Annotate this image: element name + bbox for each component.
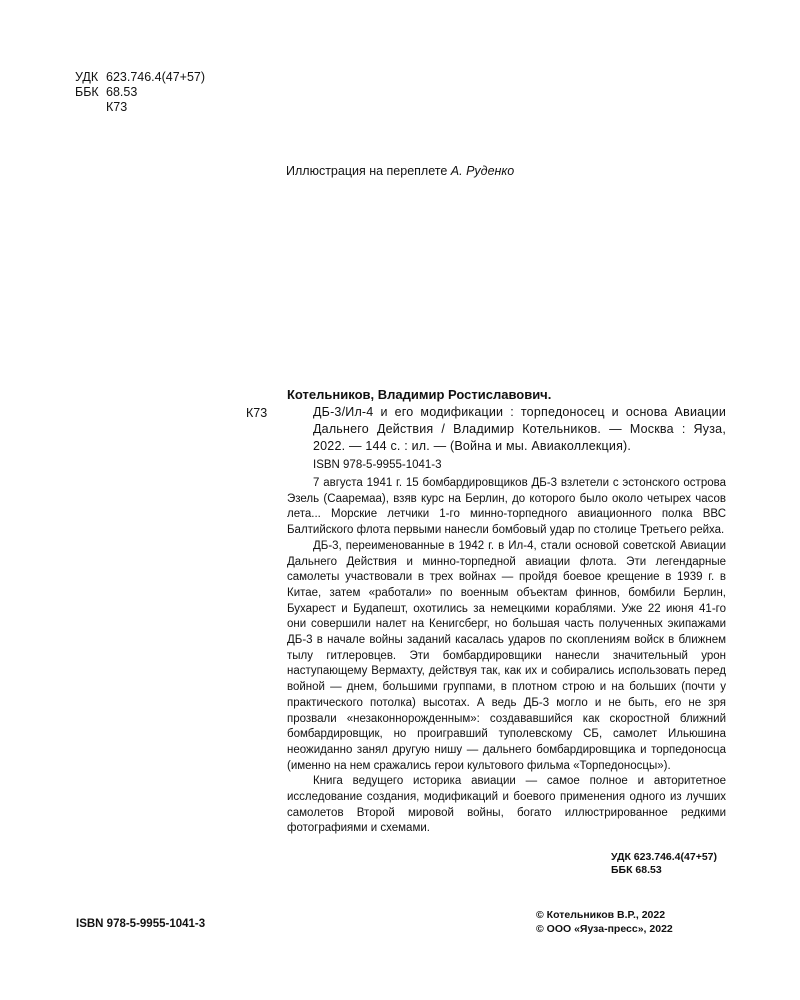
illustration-label: Иллюстрация на переплете xyxy=(286,164,448,178)
bbk-label: ББК xyxy=(75,85,99,99)
illustration-artist: А. Руденко xyxy=(450,164,515,178)
udk-row xyxy=(75,70,205,85)
copyright-author: © Котельников В.Р., 2022 xyxy=(536,909,666,921)
classification-footer xyxy=(611,851,717,877)
annotation-paragraph: Книга ведущего историка авиации — самое полное и авторитетное исследование создания, модификаций и боевого применения одного из лучших самолетов Второй мировой войны, богато иллюстрированное редкими фотографиями и схемами. xyxy=(287,775,726,835)
copyright-block xyxy=(536,908,673,936)
author-mark-row xyxy=(75,100,205,115)
illustration-credit xyxy=(286,164,514,178)
annotation-paragraph: ДБ-3, переименованные в 1942 г. в Ил-4, стали основой советской Авиации Дальнего Действия и минно-торпедной авиации флота. Эти легендарные самолеты участвовали в трех войнах — пройдя боевое крещение в 1939 г. в Китае, затем «работали» по военным объектам финнов, бомбили Берлин, Бухарест и Будапешт, охотились за немецкими кораблями. Уже 22 июня 41-го они совершили налет на Кенигсберг, но большая часть полученных экипажами ДБ-3 в начале войны заданий касалась ударов по скоплениям войск в ближнем тылу гитлеровцев. Эти бомбардировщики нанесли значительный урон наступающему Вермахту, действуя так, как их и собирались использовать перед войной — днем, большими группами, в плотном строю и на больших (почти у практического потолка) высотах. А ведь ДБ-3 могло и не быть, его не зря прозвали «незаконнорожденным»: создававшийся как скоростной ближний бомбардировщик, но проигравший туполевскому СБ, самолет Ильюшина неожиданно занял другую нишу — дальнего бомбардировщика и торпедоносца (именно на нем сражались герои культового фильма «Торпедоносцы»). xyxy=(287,539,726,772)
author-heading: Котельников, Владимир Ростиславович. xyxy=(287,387,552,402)
udk-value: 623.746.4(47+57) xyxy=(106,70,206,84)
isbn-footer: ISBN 978-5-9955-1041-3 xyxy=(76,918,206,930)
annotation-paragraph: 7 августа 1941 г. 15 бомбардировщиков ДБ-3 взлетели с эстонского острова Эзель (Сааремаа), взяв курс на Берлин, до которого было около четырех часов лета... Морские летчики 1-го минно-торпедного авиационного полка ВВС Балтийского флота первыми нанесли бомбовый удар по столице Третьего рейха. xyxy=(287,477,726,537)
udk-label: УДК xyxy=(75,70,99,84)
author-mark: К73 xyxy=(106,100,128,114)
copyright-publisher: © ООО «Яуза-пресс», 2022 xyxy=(536,923,673,935)
bbk-value: 68.53 xyxy=(106,85,138,99)
classification-codes xyxy=(75,70,205,115)
udk-footer: УДК 623.746.4(47+57) xyxy=(611,851,717,863)
isbn-record: ISBN 978-5-9955-1041-3 xyxy=(313,459,442,471)
bbk-footer: ББК 68.53 xyxy=(611,864,662,876)
bbk-row xyxy=(75,85,205,100)
annotation xyxy=(287,476,726,837)
bibliographic-description: ДБ-3/Ил-4 и его модификации : торпедоносец и основа Авиации Дальнего Действия / Владимир Котельников. — Москва : Яуза, 2022. — 144 с. : ил. — (Война и мы. Авиаколлекция). xyxy=(313,405,726,453)
author-mark-side: К73 xyxy=(246,406,268,420)
